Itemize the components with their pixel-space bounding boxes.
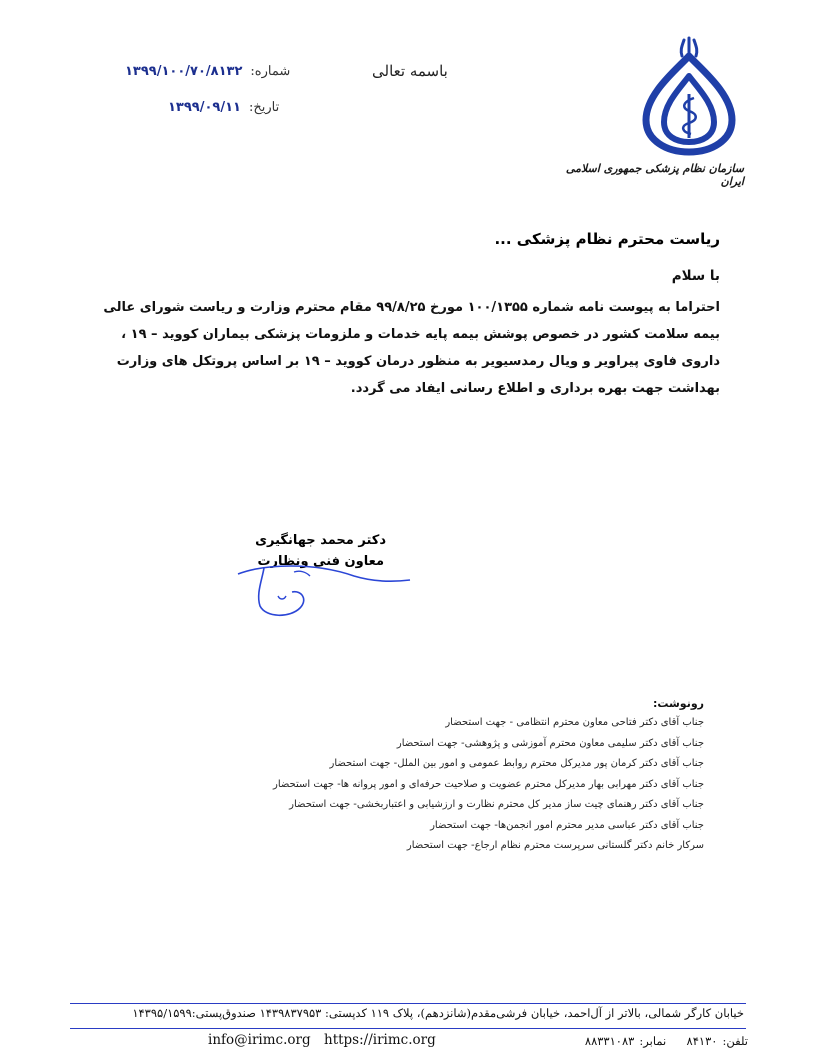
cc-section (224, 695, 704, 857)
number-label: شماره: (250, 64, 291, 79)
cc-line: سرکار خانم دکتر گلستانی سرپرست محترم نظام ارجاع- جهت استحضار (406, 840, 704, 851)
fax-label: نمابر: (639, 1034, 667, 1048)
recipient-line: ریاست محترم نظام پزشکی ... (494, 230, 720, 248)
cc-line: جناب آقای دکتر فتاحی معاون محترم انتظامی - جهت استحضار (445, 717, 704, 728)
medical-council-emblem-icon (636, 36, 742, 156)
organization-logo (636, 36, 742, 156)
footer-contact-row (200, 1030, 748, 1050)
basmala: باسمه تعالی (372, 62, 448, 80)
footer-top-rule (70, 1003, 746, 1004)
date-label: تاریخ: (248, 100, 280, 115)
phone-label: تلفن: (722, 1034, 748, 1048)
date-value: ۱۳۹۹/۰۹/۱۱ (168, 100, 241, 115)
cc-line: جناب آقای دکتر سلیمی معاون محترم آموزشی و پژوهشی- جهت استحضار (396, 737, 704, 749)
letter-body (90, 294, 720, 402)
footer-address: خیابان کارگر شمالی، بالاتر از آل‌احمد، خیابان فرشی‌مقدم(شانزدهم)، پلاک ۱۱۹ کدپستی: ۱۴۳۹۸۳۷۹۵۳ صندوق‌پستی:۱۴۳۹۵/۱۵۹۹ (132, 1006, 744, 1020)
body-line: بیمه سلامت کشور در خصوص پوشش بیمه پایه خدمات و ملزومات پزشکی بیماران کووید – ۱۹ ، (121, 327, 720, 342)
cc-line: جناب آقای دکتر مهرابی بهار مدیرکل محترم عضویت و صلاحیت حرفه‌ای و امور پروانه ها- جهت استحضار (272, 778, 704, 790)
cc-title: رونوشت: (652, 697, 704, 710)
signatory-title: معاون فنی ونظارت (257, 554, 384, 569)
footer-website: https://irimc.org (324, 1032, 436, 1048)
phone-value: ۸۴۱۳۰ (686, 1034, 718, 1048)
fax-value: ۸۸۳۳۱۰۸۳ (584, 1034, 635, 1048)
cc-line: جناب آقای دکتر رهنمای چیت ساز مدیر کل محترم نظارت و ارزشیابی و اعتباربخشی- جهت استحضار (289, 799, 704, 810)
cc-line: جناب آقای دکتر عباسی مدیر محترم امور انجمن‌ها- جهت استحضار (430, 819, 704, 831)
letter-number-row (125, 64, 290, 79)
body-line: بهداشت جهت بهره برداری و اطلاع رسانی ایفاد می گردد. (350, 381, 720, 396)
body-line: احتراما به پیوست نامه شماره ۱۰۰/۱۳۵۵ مورخ ۹۹/۸/۲۵ مقام محترم وزارت و ریاست شورای عالی (103, 300, 720, 315)
footer-middle-rule (70, 1028, 746, 1029)
cc-line: جناب آقای دکتر کرمان پور مدیرکل محترم روابط عمومی و امور بین الملل- جهت استحضار (329, 758, 704, 769)
footer-email: info@irimc.org (208, 1032, 311, 1048)
number-value: ۱۳۹۹/۱۰۰/۷۰/۸۱۳۲ (125, 64, 243, 79)
signatory-name: دکتر محمد جهانگیری (255, 533, 386, 548)
body-line: داروی فاوی پیراویر و ویال رمدسیویر به منظور درمان کووید – ۱۹ بر اساس پروتکل های وزارت (116, 354, 720, 369)
greeting: با سلام (671, 268, 720, 284)
footer-phones (408, 1030, 748, 1049)
handwritten-signature (234, 554, 414, 624)
letter-date-row (168, 100, 279, 115)
logo-caption: سازمان نظام پزشکی جمهوری اسلامی ایران (565, 162, 744, 188)
